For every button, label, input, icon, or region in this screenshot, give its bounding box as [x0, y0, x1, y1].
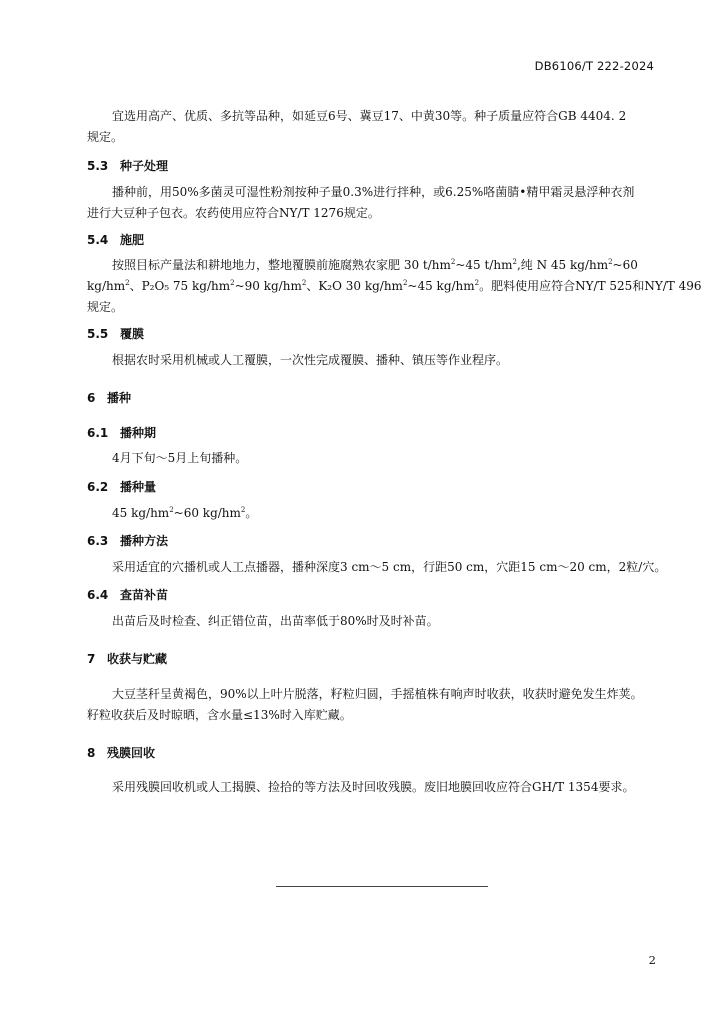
section-number: 5.4 — [87, 233, 109, 247]
section-6-4-heading — [87, 586, 168, 603]
section-title: 播种方法 — [120, 534, 169, 548]
superscript: 2 — [230, 279, 235, 287]
section-number: 5.3 — [87, 159, 109, 173]
s5-4-text-i: ~45 kg/hm — [407, 279, 475, 293]
section-title: 播种 — [107, 391, 132, 405]
s5-4-text-f: 、P₂O₅ 75 kg/hm — [129, 279, 231, 293]
section-title: 收获与贮藏 — [107, 652, 168, 666]
s6-2-line-1 — [112, 503, 257, 524]
s5-3-line-1: 播种前，用50%多菌灵可湿性粉剂按种子量0.3%进行拌种，或6.25%咯菌腈•精甲霜灵悬浮种衣剂 — [112, 185, 635, 199]
section-title: 施肥 — [120, 233, 145, 247]
section-title: 播种量 — [120, 480, 157, 494]
section-6-heading — [87, 389, 131, 406]
s5-4-text-h: 、K₂O 30 kg/hm — [306, 279, 403, 293]
section-number: 8 — [87, 746, 96, 760]
section-8-heading — [87, 744, 155, 761]
intro-line-2: 规定。 — [87, 130, 124, 144]
superscript: 2 — [474, 279, 480, 287]
s7-line-1: 大豆茎秆呈黄褐色，90%以上叶片脱落，籽粒归圆，手摇植株有响声时收获，收获时避免发生炸荚。 — [112, 687, 643, 701]
section-title: 覆膜 — [120, 327, 145, 341]
section-6-2-heading — [87, 478, 156, 495]
s5-4-line-2 — [87, 276, 702, 297]
superscript: 2 — [240, 506, 246, 514]
s5-4-line-1 — [112, 255, 638, 276]
section-5-3-heading — [87, 157, 168, 174]
section-title: 残膜回收 — [107, 746, 156, 760]
s5-5-line-1: 根据农时采用机械或人工覆膜，一次性完成覆膜、播种、镇压等作业程序。 — [112, 353, 509, 367]
section-6-3-heading — [87, 532, 168, 549]
section-number: 6.2 — [87, 480, 109, 494]
superscript: 2 — [125, 279, 130, 287]
s5-4-text-b: ~45 t/hm — [455, 258, 513, 272]
superscript: 2 — [402, 279, 408, 287]
s6-3-line-1: 采用适宜的穴播机或人工点播器，播种深度3 cm～5 cm，行距50 cm，穴距15 cm～20 cm，2粒/穴。 — [112, 560, 667, 574]
superscript: 2 — [169, 506, 174, 514]
section-5-4-heading — [87, 231, 144, 248]
section-title: 查苗补苗 — [120, 588, 169, 602]
s5-4-text-j: 。肥料使用应符合NY/T 525和NY/T 496 — [479, 279, 702, 293]
s6-2-text-a: 45 kg/hm — [112, 506, 170, 520]
section-number: 6 — [87, 391, 96, 405]
end-rule — [276, 886, 488, 887]
superscript: 2 — [512, 258, 517, 266]
section-7-heading — [87, 650, 167, 667]
s6-2-text-c: 。 — [245, 506, 258, 520]
s5-4-text-a: 按照目标产量法和耕地地力，整地覆膜前施腐熟农家肥 30 t/hm — [112, 258, 451, 272]
section-number: 6.4 — [87, 588, 109, 602]
s7-line-2: 籽粒收获后及时晾晒，含水量≤13%时入库贮藏。 — [87, 708, 352, 722]
section-number: 6.1 — [87, 426, 109, 440]
superscript: 2 — [450, 258, 456, 266]
s5-4-text-e: kg/hm — [87, 279, 126, 293]
s6-4-line-1: 出苗后及时检查、纠正错位苗，出苗率低于80%时及时补苗。 — [112, 614, 439, 628]
s5-4-text-d: ~60 — [612, 258, 638, 272]
superscript: 2 — [301, 279, 307, 287]
s6-1-line-1: 4月下旬～5月上旬播种。 — [112, 451, 248, 465]
page-number: 2 — [648, 953, 656, 967]
s5-4-line-3: 规定。 — [87, 300, 124, 314]
section-title: 播种期 — [120, 426, 157, 440]
section-5-5-heading — [87, 325, 144, 342]
document-code: DB6106/T 222-2024 — [534, 59, 654, 73]
section-number: 6.3 — [87, 534, 109, 548]
section-6-1-heading — [87, 424, 156, 441]
section-number: 5.5 — [87, 327, 109, 341]
s6-2-text-b: ~60 kg/hm — [173, 506, 241, 520]
superscript: 2 — [608, 258, 613, 266]
s5-4-text-g: ~90 kg/hm — [234, 279, 302, 293]
s5-4-text-c: ,纯 N 45 kg/hm — [516, 258, 609, 272]
intro-line-1: 宜选用高产、优质、多抗等品种，如延豆6号、冀豆17、中黄30等。种子质量应符合GB 4404. 2 — [112, 109, 627, 123]
s8-line-1: 采用残膜回收机或人工揭膜、捡拾的等方法及时回收残膜。废旧地膜回收应符合GH/T 1354要求。 — [112, 780, 635, 794]
section-title: 种子处理 — [120, 159, 169, 173]
section-number: 7 — [87, 652, 96, 666]
s5-3-line-2: 进行大豆种子包衣。农药使用应符合NY/T 1276规定。 — [87, 206, 380, 220]
